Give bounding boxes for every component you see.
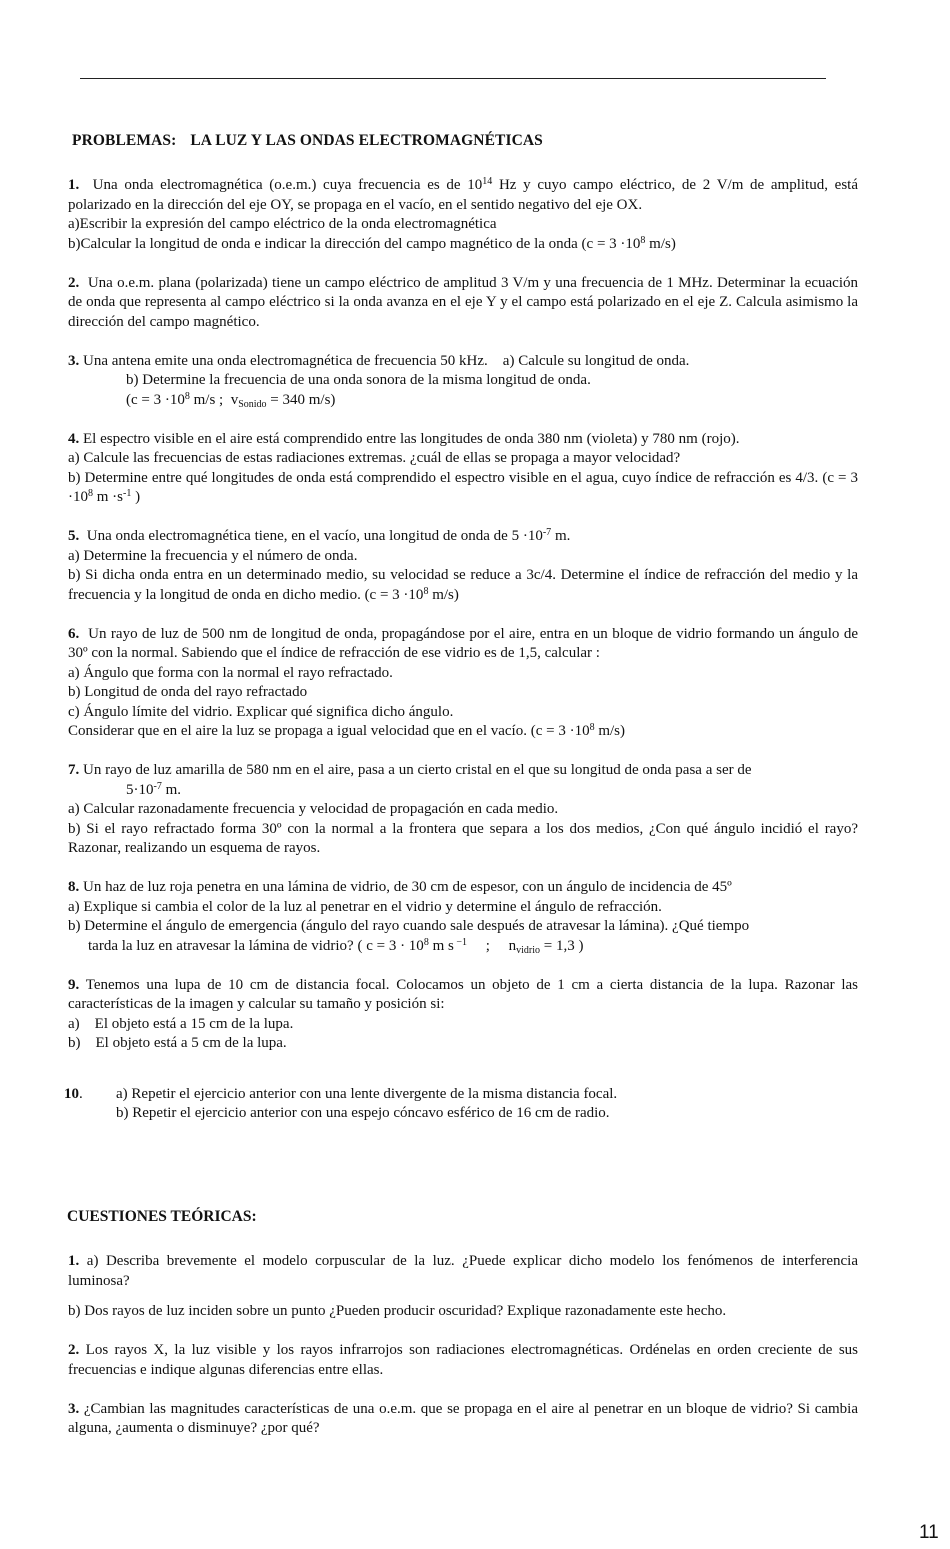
- theory-question-2: [68, 1341, 858, 1380]
- page-title: [72, 131, 543, 151]
- problem-number: 1.: [68, 177, 80, 193]
- problem-text: Una antena emite una onda electromagnética de frecuencia 50 kHz. a) Calcule su longitud de onda.: [83, 352, 690, 369]
- problem-part-a: a) Repetir el ejercicio anterior con una lente divergente de la misma distancia focal.: [116, 1085, 618, 1102]
- problem-6: [68, 625, 858, 742]
- problem-9: [68, 976, 858, 1054]
- problem-2: [68, 274, 858, 333]
- problem-part-a: a) Calcule las frecuencias de estas radiaciones extremas. ¿cuál de ellas se propaga a mayor velocidad?: [68, 450, 681, 466]
- problem-3: [68, 352, 858, 411]
- problem-part-b: b)Calcular la longitud de onda e indicar la dirección del campo magnético de la onda ($c = 3 \cdot 10^8$ m/s): [68, 234, 676, 252]
- problem-number: 7.: [68, 762, 80, 778]
- problems-list: [64, 176, 859, 1143]
- problem-text: Una onda electromagnética (o.e.m.) cuya frecuencia es de 10: [92, 177, 483, 193]
- problem-text: Un rayo de luz de 500 nm de longitud de onda, propagándose por el aire, entra en un bloque de vidrio formando un ángulo de 30º con la normal. Sabiendo que el índice de refracción de ese vidrio es de 1,5, calcular :: [68, 625, 859, 661]
- problem-part-a: a) El objeto está a 15 cm de la lupa.: [68, 1015, 294, 1032]
- problem-number: 2.: [68, 274, 80, 291]
- question-part-a: a) Describa brevemente el modelo corpuscular de la luz. ¿Puede explicar dicho modelo los fenómenos de interferencia luminosa?: [68, 1253, 859, 1289]
- problem-number: 9.: [68, 976, 80, 993]
- problem-number: 4.: [68, 430, 80, 447]
- problem-text: Una o.e.m. plana (polarizada) tiene un campo eléctrico de amplitud 3 V/m y una frecuencia de 1 MHz. Determinar la ecuación de onda que representa al campo eléctrico si la onda avanza en el eje Y y el campo está polarizado en el eje Z. Calcula asimismo la dirección del campo magnético.: [68, 274, 858, 330]
- problem-part-b: b) Determine el ángulo de emergencia (ángulo del rayo cuando sale después de atravesar la lámina). ¿Qué tiempo: [68, 918, 750, 934]
- problem-part-b: b) Repetir el ejercicio anterior con una espejo cóncavo esférico de 16 cm de radio.: [116, 1105, 610, 1121]
- problem-number: 5.: [68, 528, 80, 544]
- problem-part-b-continued: tarda la luz en atravesar la lámina de vidrio? ( $c = 3 \cdot 10^8$ m s $^{-1}$ ; $n_{vidrio} = 1,3$ ): [88, 936, 584, 956]
- problem-part-a: a) Calcular razonadamente frecuencia y velocidad de propagación en cada medio.: [68, 801, 559, 817]
- problem-part-a: a) Explique si cambia el color de la luz al penetrar en el vidrio y determine el ángulo de refracción.: [68, 898, 662, 915]
- question-text: Los rayos X, la luz visible y los rayos infrarrojos son radiaciones electromagnéticas. Ordénelas en orden creciente de sus frecuencias e indique algunas diferencias entre ellas.: [68, 1342, 859, 1378]
- problem-text: Tenemos una lupa de 10 cm de distancia focal. Colocamos un objeto de 1 cm a cierta distancia de la lupa. Razonar las características de la imagen y calcular su tamaño y posición si:: [68, 976, 858, 1012]
- problem-text: El espectro visible en el aire está comprendido entre las longitudes de onda 380 nm (violeta) y 780 nm (rojo).: [83, 430, 740, 447]
- problem-part-c: c) Ángulo límite del vidrio. Explicar qué significa dicho ángulo.: [68, 703, 454, 720]
- header-rule: [80, 78, 826, 79]
- problem-number: 3.: [68, 352, 80, 369]
- problem-text: Un haz de luz roja penetra en una lámina de vidrio, de 30 cm de espesor, con un ángulo de incidencia de 45º: [83, 879, 732, 895]
- problem-8: [68, 878, 858, 956]
- problem-text: Hz y cuyo campo eléctrico, de 2 V/m de amplitud, está polarizado en la dirección del eje OY, se propaga en el vacío, en el sentido negativo del eje OX.: [68, 177, 858, 213]
- problem-text: m.: [551, 528, 571, 544]
- exponent: 14: [482, 176, 493, 187]
- problem-constants: ($c = 3 \cdot 10^8$ m/s ; $v_{Sonido} = 340$ m/s): [126, 390, 336, 410]
- problem-part-b: b) Si dicha onda entra en un determinado medio, su velocidad se reduce a 3c/4. Determine el índice de refracción del medio y la frecuencia y la longitud de onda en dicho medio. ($c = 3 \cdot 10^8$ m/s): [68, 567, 858, 603]
- problem-part-b: b) Si el rayo refractado forma 30º con la normal a la frontera que separa a los dos medios, ¿Con qué ángulo incidió el rayo? Razonar, realizando un esquema de rayos.: [68, 820, 858, 856]
- question-number: 3.: [68, 1400, 80, 1417]
- problem-7: [68, 761, 858, 859]
- problem-part-a: a)Escribir la expresión del campo eléctrico de la onda electromagnética: [68, 216, 497, 232]
- page-number: 11: [919, 1522, 939, 1543]
- problem-1: [68, 176, 858, 254]
- problem-note: Considerar que en el aire la luz se propaga a igual velocidad que en el vacío. ($c = 3 \cdot 10^8$ m/s): [68, 722, 626, 739]
- page-title-text: LA LUZ Y LAS ONDAS ELECTROMAGNÉTICAS: [190, 132, 543, 149]
- question-number: 2.: [68, 1342, 80, 1358]
- problem-value: $5\cdot 10^{-7}$ m.: [126, 780, 182, 798]
- problem-number: 6.: [68, 625, 80, 642]
- problem-number: 8.: [68, 879, 80, 895]
- problem-part-a: a) Ángulo que forma con la normal el rayo refractado.: [68, 664, 393, 681]
- problem-part-b: b) Determine entre qué longitudes de onda está comprendido el espectro visible en el agua, cuyo índice de refracción es 4/3. ($c = 3 \cdot 10^8$ $m \cdot s^{-1}$ ): [68, 469, 858, 505]
- problem-number: 10.: [64, 1085, 83, 1102]
- page-title-label: PROBLEMAS:: [72, 132, 177, 149]
- question-text: ¿Cambian las magnitudes características de una o.e.m. que se propaga en el aire al penetrar en un bloque de vidrio? Si cambia alguna, ¿aumenta o disminuye? ¿por qué?: [68, 1400, 858, 1436]
- problem-4: [68, 430, 858, 508]
- problem-part-b: b) Longitud de onda del rayo refractado: [68, 684, 308, 700]
- theory-questions-list: [68, 1252, 858, 1458]
- question-number: 1.: [68, 1253, 80, 1269]
- question-part-b: b) Dos rayos de luz inciden sobre un punto ¿Pueden producir oscuridad? Explique razonadamente este hecho.: [68, 1303, 727, 1319]
- problem-part-b: b) El objeto está a 5 cm de la lupa.: [68, 1035, 287, 1051]
- problem-part-a: a) Determine la frecuencia y el número de onda.: [68, 547, 358, 564]
- problem-text: Un rayo de luz amarilla de 580 nm en el aire, pasa a un cierto cristal en el que su longitud de onda pasa a ser de: [83, 762, 752, 778]
- problem-text: Una onda electromagnética tiene, en el vacío, una longitud de onda de 5 ·10: [86, 528, 543, 544]
- theory-question-3: [68, 1400, 858, 1439]
- theory-question-1: [68, 1252, 858, 1322]
- section-title-theory: CUESTIONES TEÓRICAS:: [67, 1208, 257, 1225]
- exponent: -7: [542, 527, 552, 538]
- problem-10: [64, 1085, 858, 1124]
- problem-5: [68, 527, 858, 605]
- problem-part-b: b) Determine la frecuencia de una onda sonora de la misma longitud de onda.: [126, 372, 591, 388]
